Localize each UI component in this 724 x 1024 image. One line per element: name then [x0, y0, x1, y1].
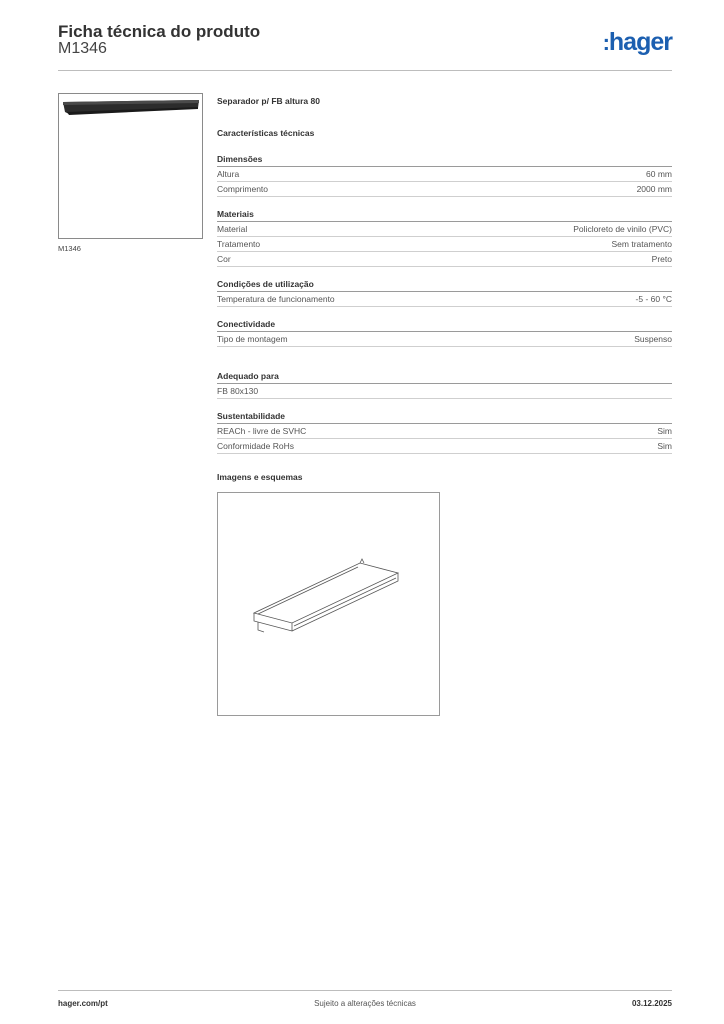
spec-row: Material Policloreto de vinilo (PVC) — [217, 222, 672, 237]
section-title: Materiais — [217, 209, 672, 222]
hager-logo: :hager — [602, 28, 672, 56]
spec-content — [217, 96, 672, 482]
technical-drawing — [217, 492, 440, 716]
section-condicoes — [217, 279, 672, 307]
spec-row: Cor Preto — [217, 252, 672, 267]
section-adequado — [217, 371, 672, 399]
spec-row: Conformidade RoHs Sim — [217, 439, 672, 454]
section-title: Adequado para — [217, 371, 672, 384]
section-conectividade — [217, 319, 672, 347]
page-footer — [58, 990, 672, 1015]
images-heading: Imagens e esquemas — [217, 472, 303, 482]
page-header — [58, 20, 672, 71]
spec-row: Altura 60 mm — [217, 167, 672, 182]
section-dimensoes — [217, 154, 672, 197]
product-code: M1346 — [58, 40, 107, 57]
section-title: Dimensões — [217, 154, 672, 167]
section-title: Sustentabilidade — [217, 411, 672, 424]
section-title: Condições de utilização — [217, 279, 672, 292]
footer-notice: Sujeito a alterações técnicas — [314, 999, 416, 1008]
product-thumbnail — [58, 93, 203, 239]
product-name: Separador p/ FB altura 80 — [217, 96, 320, 106]
spec-row: Tratamento Sem tratamento — [217, 237, 672, 252]
thumbnail-caption: M1346 — [58, 244, 81, 253]
footer-date: 03.12.2025 — [631, 999, 672, 1008]
footer-website[interactable]: hager.com/pt — [58, 999, 108, 1008]
spec-row: Comprimento 2000 mm — [217, 182, 672, 197]
page-title: Ficha técnica do produto — [58, 22, 261, 41]
section-sustentabilidade — [217, 411, 672, 454]
section-materiais — [217, 209, 672, 267]
spec-row: FB 80x130 — [217, 384, 672, 399]
spec-row: REACh - livre de SVHC Sim — [217, 424, 672, 439]
product-photo-icon — [59, 94, 202, 238]
spec-row: Tipo de montagem Suspenso — [217, 332, 672, 347]
technical-drawing-icon — [218, 493, 439, 715]
section-title: Conectividade — [217, 319, 672, 332]
spec-row: Temperatura de funcionamento -5 - 60 °C — [217, 292, 672, 307]
tech-heading: Características técnicas — [217, 128, 315, 138]
